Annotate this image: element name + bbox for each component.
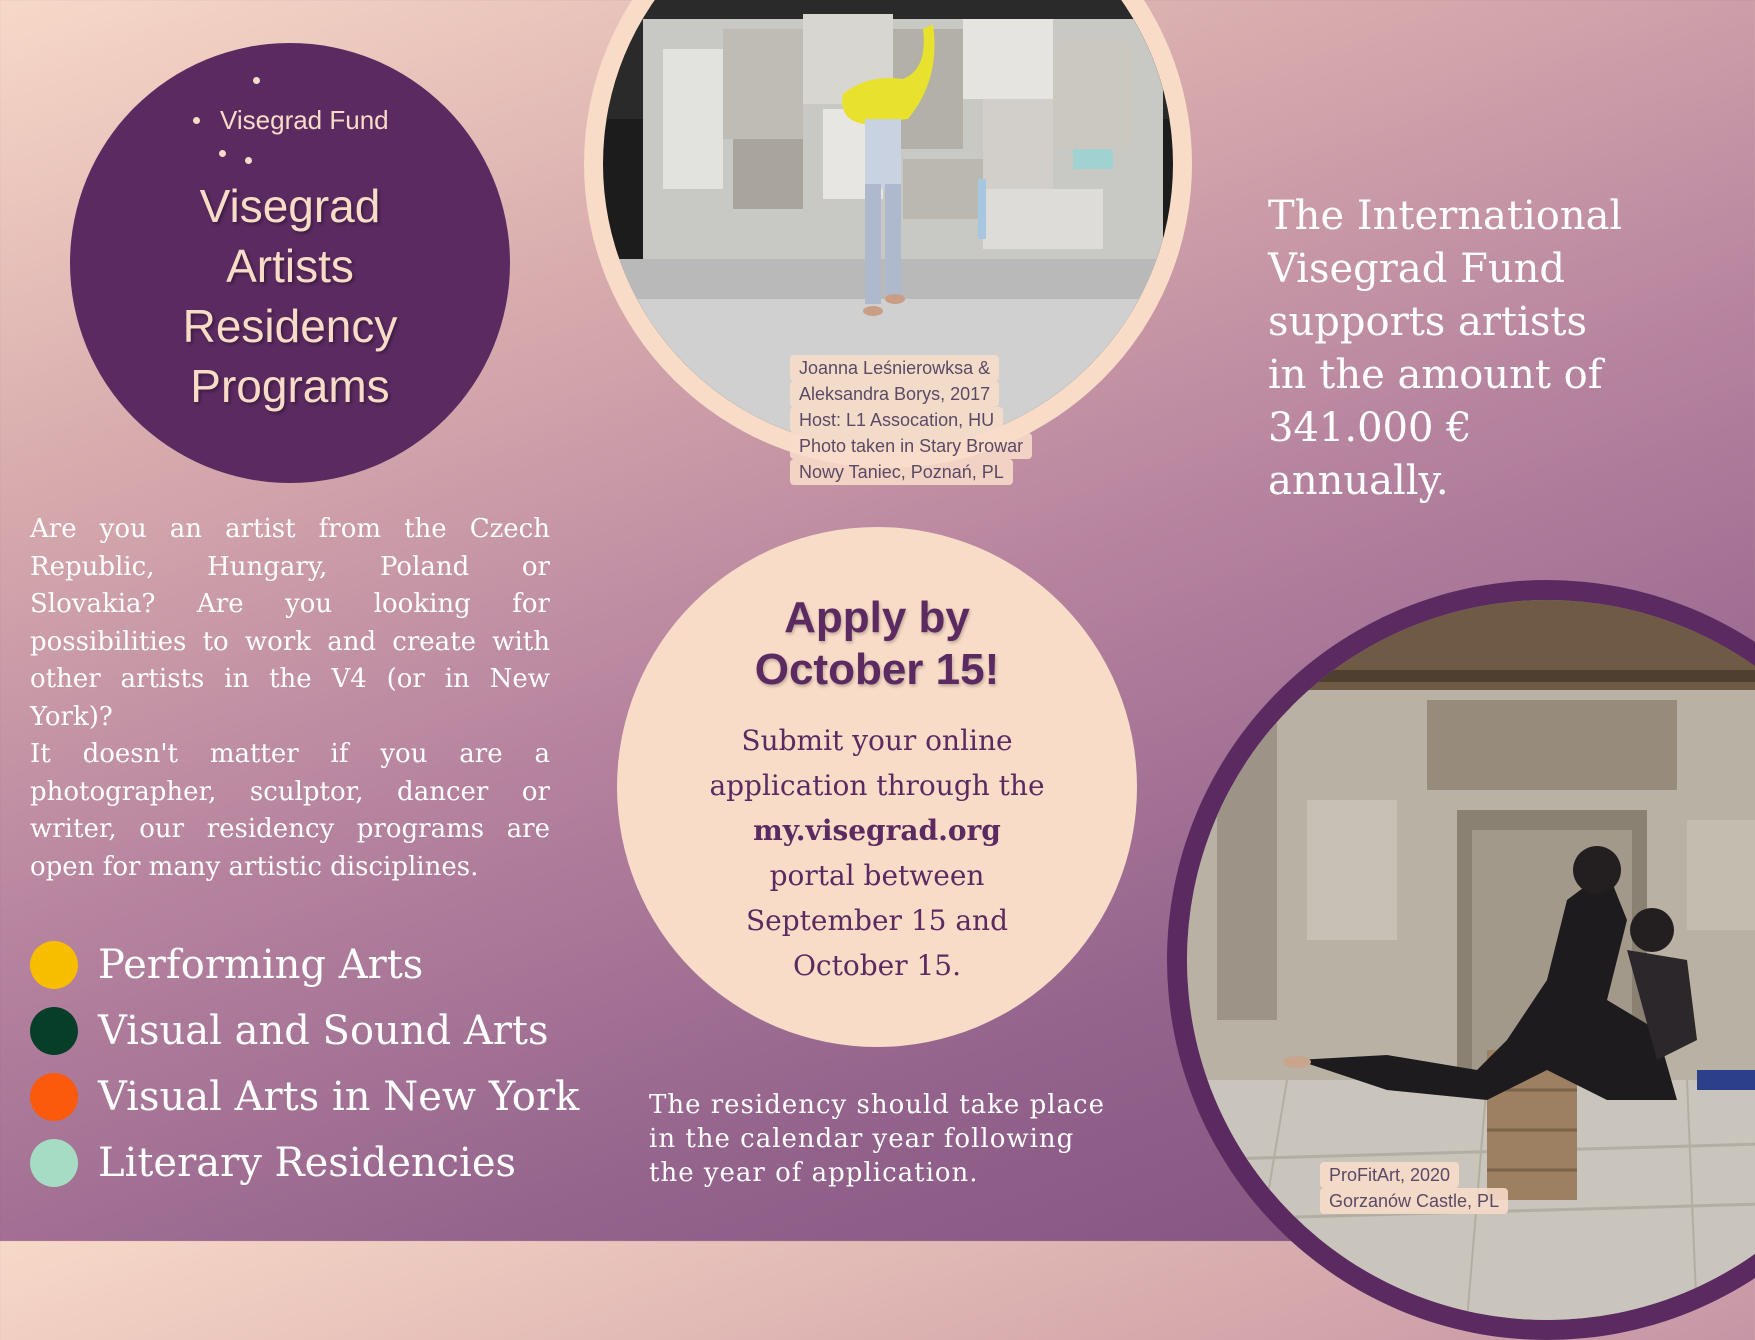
discipline-dot xyxy=(30,941,78,989)
title-line: Programs xyxy=(190,360,390,412)
caption-line: ProFitArt, 2020 xyxy=(1320,1162,1459,1188)
residency-note-line: in the calendar year following xyxy=(649,1124,1075,1154)
discipline-label: Visual and Sound Arts xyxy=(98,1008,549,1054)
title-line: Visegrad xyxy=(199,180,381,232)
discipline-label: Literary Residencies xyxy=(98,1140,517,1186)
discipline-label: Performing Arts xyxy=(98,942,424,988)
discipline-item xyxy=(30,1072,579,1122)
discipline-label: Visual Arts in New York xyxy=(98,1074,580,1120)
logo-dot xyxy=(253,77,260,84)
discipline-dot xyxy=(30,1139,78,1187)
residency-note-line: The residency should take place xyxy=(649,1090,1105,1120)
title-line: Residency xyxy=(182,300,398,352)
caption-line: Joanna Leśnierowksa & xyxy=(790,355,999,381)
fund-support-statement xyxy=(1268,190,1698,508)
apply-title-line: October 15! xyxy=(754,645,1000,694)
discipline-item xyxy=(30,940,423,990)
discipline-item xyxy=(30,1006,549,1056)
fund-support-line: The International xyxy=(1268,193,1623,239)
apply-deadline-heading xyxy=(617,592,1137,696)
fund-support-line: in the amount of xyxy=(1268,352,1603,398)
caption-line: Gorzanów Castle, PL xyxy=(1320,1188,1508,1214)
fund-support-line: supports artists xyxy=(1268,299,1587,345)
page-title xyxy=(100,176,480,416)
title-line: Artists xyxy=(226,240,354,292)
discipline-dot xyxy=(30,1073,78,1121)
apply-text: October 15. xyxy=(792,949,962,982)
apply-text: portal between xyxy=(769,859,985,892)
portal-url[interactable]: my.visegrad.org xyxy=(753,814,1001,847)
residency-note xyxy=(649,1088,1119,1190)
logo-dot xyxy=(219,150,226,157)
apply-text: September 15 and xyxy=(745,904,1008,937)
discipline-item xyxy=(30,1138,516,1188)
fund-name: Visegrad Fund xyxy=(220,105,389,135)
caption-line: Aleksandra Borys, 2017 xyxy=(790,381,999,407)
apply-instructions xyxy=(647,718,1107,988)
fund-support-line: Visegrad Fund xyxy=(1268,246,1565,292)
apply-text: Submit your online xyxy=(741,724,1013,757)
caption-line: Host: L1 Assocation, HU xyxy=(790,407,1003,433)
logo-dot xyxy=(245,157,252,164)
apply-title-line: Apply by xyxy=(784,593,970,642)
apply-text: application through the xyxy=(709,769,1045,802)
intro-paragraph: It doesn't matter if you are a photographer, sculptor, dancer or writer, our residency programs are open for many artistic disciplines. xyxy=(30,739,550,882)
discipline-dot xyxy=(30,1007,78,1055)
caption-line: Nowy Taniec, Poznań, PL xyxy=(790,459,1013,485)
logo-dot xyxy=(193,117,200,124)
caption-line: Photo taken in Stary Browar xyxy=(790,433,1032,459)
fund-support-line: annually. xyxy=(1268,458,1449,504)
fund-support-line: 341.000 € xyxy=(1268,405,1472,451)
intro-paragraph: Are you an artist from the Czech Republic, Hungary, Poland or Slovakia? Are you looking for possibilities to work and create with other artists in the V4 (or in New York)? xyxy=(30,514,550,732)
residency-note-line: the year of application. xyxy=(649,1158,979,1188)
